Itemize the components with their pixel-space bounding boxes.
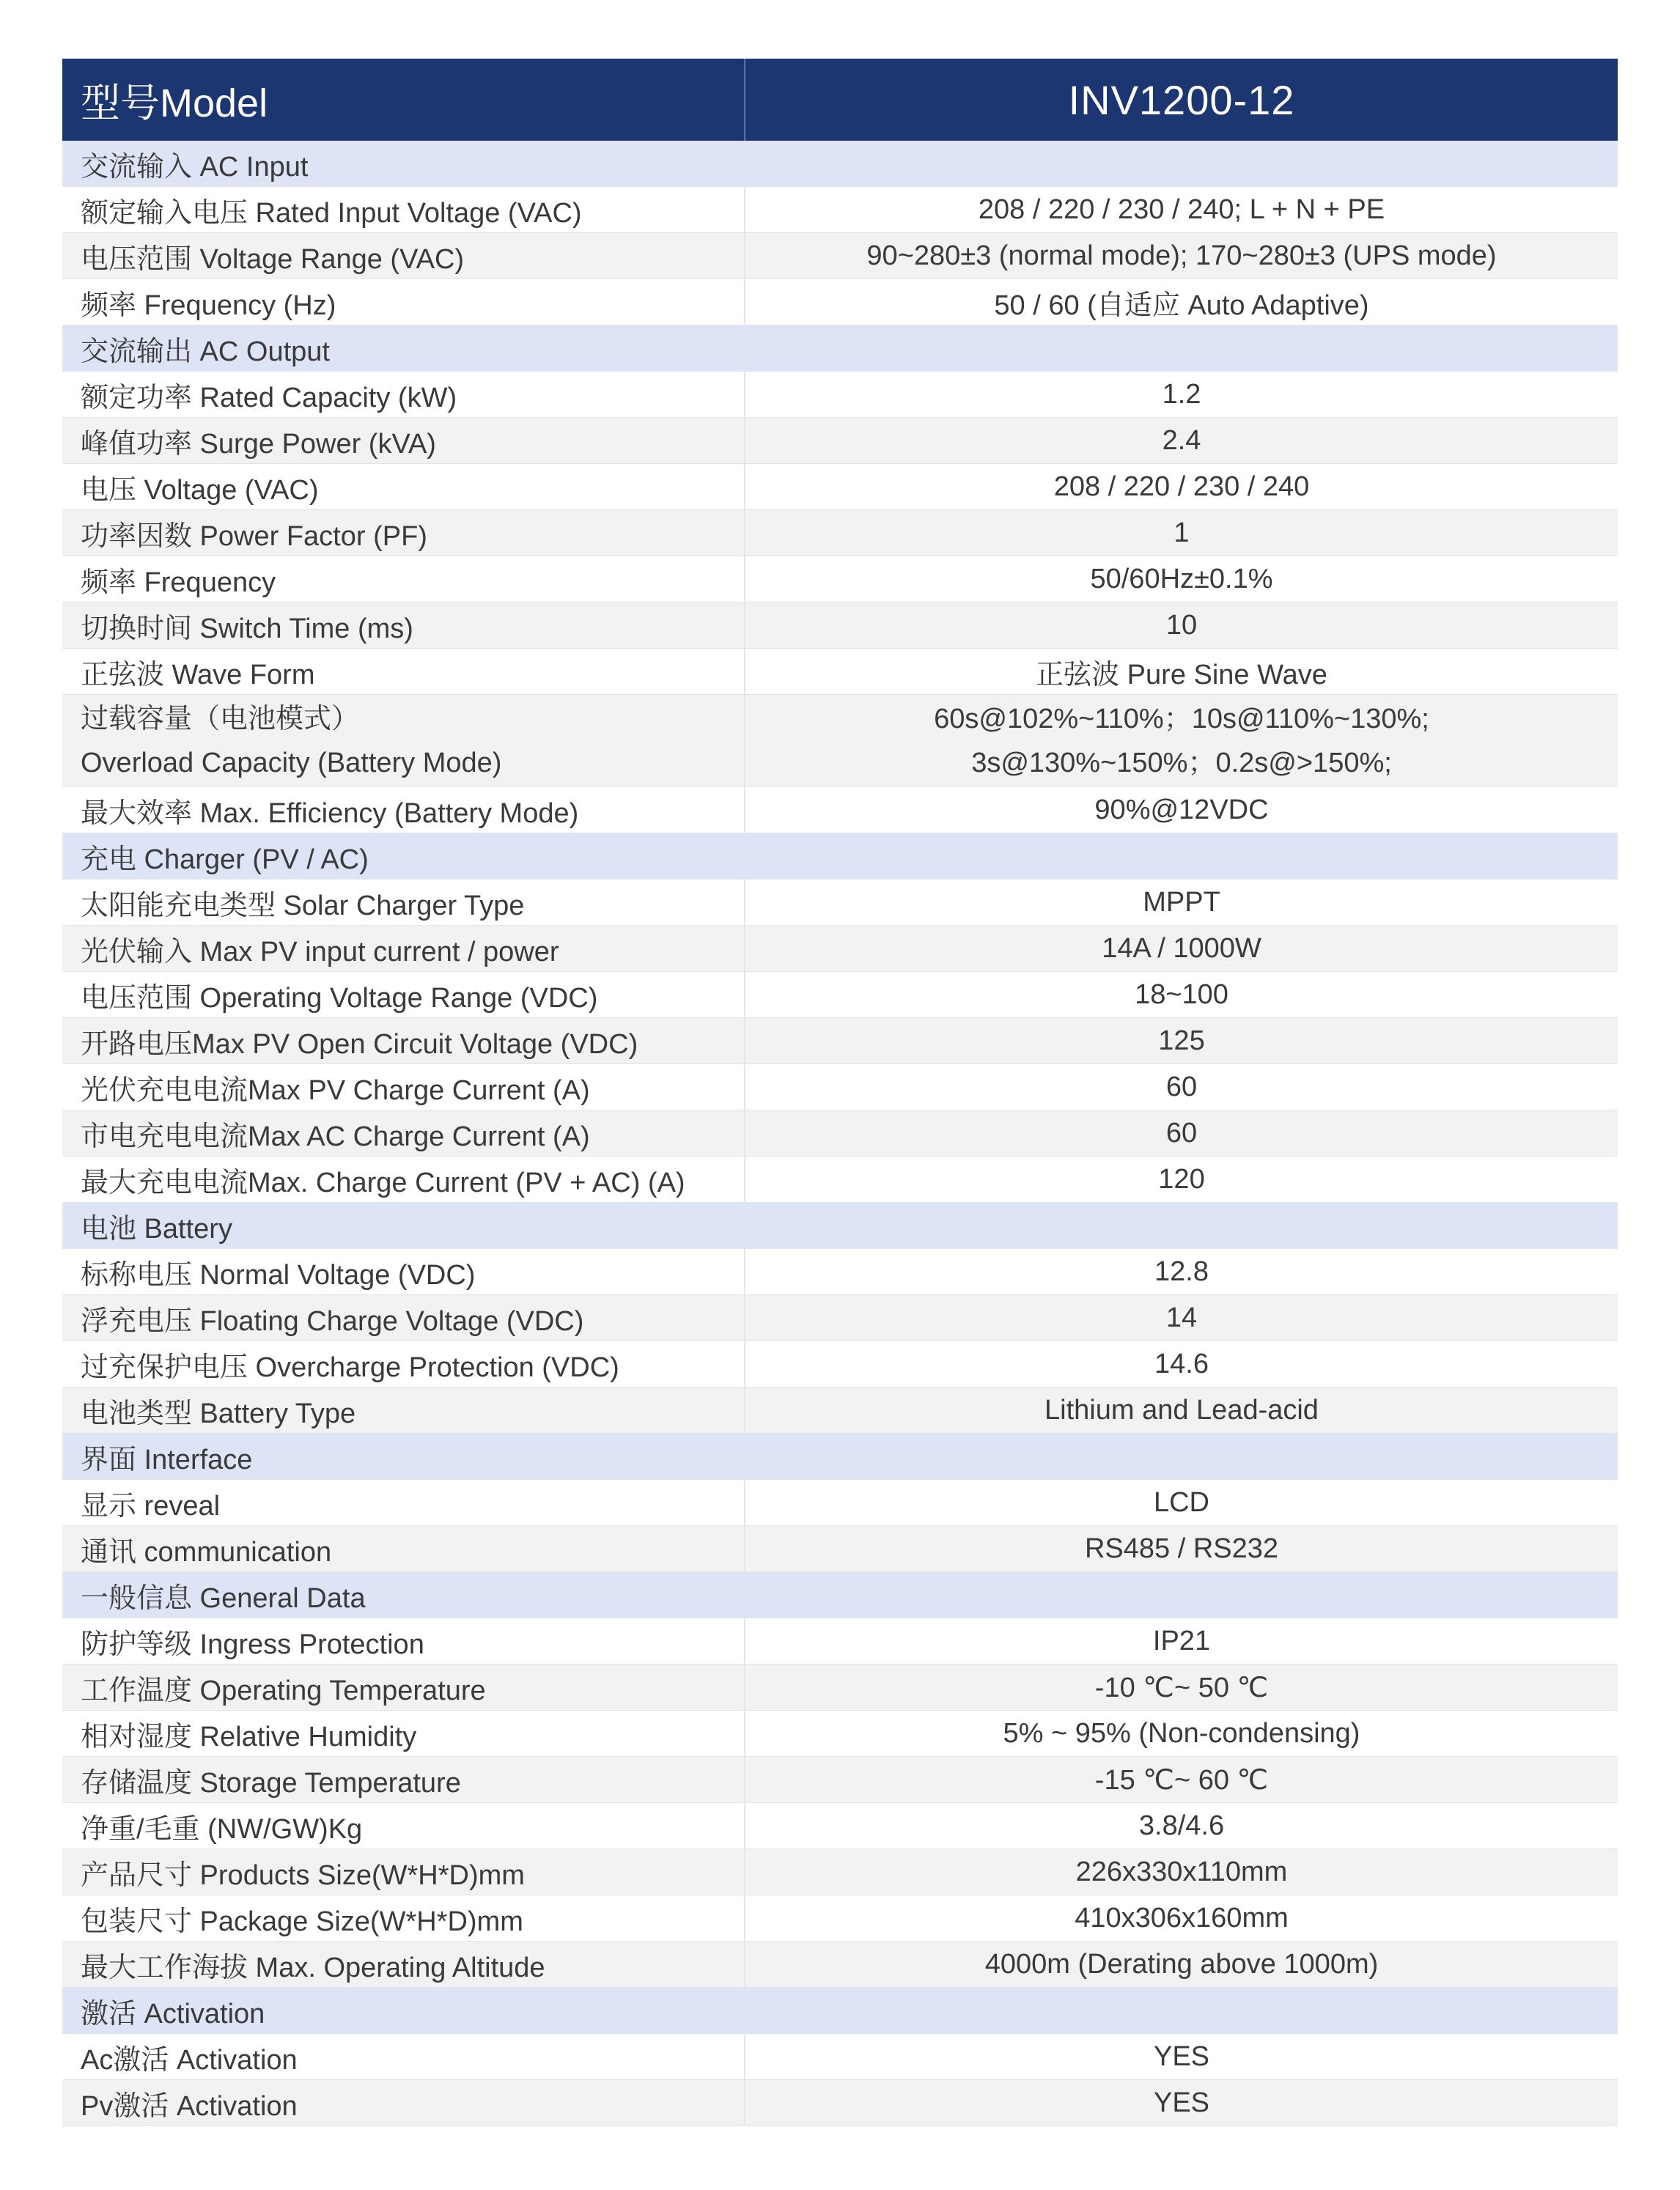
spec-value [745,1988,1618,2033]
spec-value: 1 [1174,517,1190,548]
spec-label-line: 过载容量（电池模式） [81,703,360,734]
spec-value: 226x330x110mm [1075,1856,1288,1887]
spec-value: -15 ℃~ 60 ℃ [1094,1764,1269,1796]
spec-label: 频率 Frequency (Hz) [62,279,745,325]
spec-value: 3.8/4.6 [1138,1810,1225,1841]
spec-value: 1.2 [1162,378,1201,410]
table-row [62,880,1618,926]
section-header-row [62,1988,1618,2034]
table-row [62,649,1618,695]
spec-label: 电压范围 Voltage Range (VAC) [62,233,745,279]
spec-label: 开路电压Max PV Open Circuit Voltage (VDC) [62,1018,745,1063]
spec-label: 光伏充电电流Max PV Charge Current (A) [62,1064,745,1110]
spec-value [745,141,1618,186]
section-header-row [62,1203,1618,1249]
spec-label: 切换时间 Switch Time (ms) [62,602,745,648]
spec-value [745,833,1618,879]
spec-label: 包装尺寸 Package Size(W*H*D)mm [62,1895,745,1941]
spec-label: 额定功率 Rated Capacity (kW) [62,372,745,417]
table-row [62,464,1618,510]
spec-value: 410x306x160mm [1075,1902,1289,1933]
spec-label: 相对湿度 Relative Humidity [62,1711,745,1756]
table-row [62,1387,1618,1434]
spec-value: 正弦波 Pure Sine Wave [1036,659,1327,690]
section-title: 交流输入 AC Input [81,151,309,182]
table-row [62,2080,1618,2126]
table-header [62,59,1618,141]
spec-label: 额定输入电压 Rated Input Voltage (VAC) [62,187,745,232]
spec-value: IP21 [1152,1625,1211,1656]
spec-label: 通讯 communication [62,1526,745,1571]
table-row [62,1480,1618,1526]
spec-label: 浮充电压 Floating Charge Voltage (VDC) [62,1295,745,1341]
spec-value [745,1572,1618,1618]
spec-value: RS485 / RS232 [1084,1533,1279,1564]
spec-value: 50 / 60 (自适应 Auto Adaptive) [994,290,1369,321]
spec-label: 正弦波 Wave Form [62,649,745,694]
table-row [62,279,1618,325]
spec-value: 125 [1158,1025,1205,1056]
table-row [62,1341,1618,1387]
spec-value: 4000m (Derating above 1000m) [984,1948,1379,1980]
table-row [62,372,1618,418]
spec-value: 14A / 1000W [1102,932,1261,964]
table-row [62,1249,1618,1295]
table-row [62,1157,1618,1203]
spec-value: 60 [1165,1117,1198,1149]
spec-value: YES [1153,2040,1210,2072]
section-title: 电池 Battery [81,1213,232,1245]
table-row [62,1849,1618,1895]
table-row [62,1064,1618,1110]
spec-value [745,1203,1618,1248]
header-model-value: INV1200-12 [1068,76,1295,123]
spec-value: -10 ℃~ 50 ℃ [1094,1672,1269,1703]
table-row [62,418,1618,464]
spec-label: 显示 reveal [62,1480,745,1525]
table-row [62,233,1618,279]
spec-label: 工作温度 Operating Temperature [62,1664,745,1710]
spec-value: 18~100 [1135,978,1228,1010]
spec-value: 60 [1165,1071,1198,1102]
spec-label: Pv激活 Activation [62,2080,745,2126]
spec-label: 最大效率 Max. Efficiency (Battery Mode) [62,787,745,833]
spec-label [62,695,745,786]
spec-value: 14.6 [1154,1348,1209,1379]
spec-label: 电池类型 Battery Type [62,1387,745,1433]
table-row [62,1757,1618,1803]
spec-value: YES [1153,2087,1210,2118]
spec-table [62,59,1618,2126]
spec-value: 12.8 [1154,1256,1209,1287]
section-header-row [62,1572,1618,1618]
table-row [62,1803,1618,1849]
table-row [62,1526,1618,1572]
table-row [62,556,1618,602]
spec-label: 最大充电电流Max. Charge Current (PV + AC) (A) [62,1157,745,1202]
table-row [62,510,1618,556]
spec-value: 14 [1165,1302,1198,1333]
section-header-row [62,141,1618,187]
header-model-label: 型号Model [62,59,745,141]
section-title: 充电 Charger (PV / AC) [81,844,369,875]
spec-label: 过充保护电压 Overcharge Protection (VDC) [62,1341,745,1387]
spec-value [745,1434,1618,1479]
spec-value: 50/60Hz±0.1% [1090,563,1273,594]
spec-value: Lithium and Lead-acid [1045,1394,1319,1426]
spec-value: 10 [1165,609,1198,641]
table-row [62,926,1618,972]
spec-value: LCD [1153,1486,1210,1518]
spec-value: 120 [1158,1163,1205,1195]
table-row [62,1711,1618,1757]
spec-label: 净重/毛重 (NW/GW)Kg [62,1803,745,1848]
spec-value: 208 / 220 / 230 / 240; L + N + PE [978,193,1385,225]
spec-label: 太阳能充电类型 Solar Charger Type [62,880,745,925]
spec-value [745,695,1618,786]
table-row [62,1110,1618,1157]
spec-value-line: 60s@102%~110%；10s@110%~130%; [934,703,1429,734]
spec-label: 光伏输入 Max PV input current / power [62,926,745,971]
table-row [62,1664,1618,1711]
spec-value: MPPT [1143,886,1220,918]
spec-label: 功率因数 Power Factor (PF) [62,510,745,556]
table-row [62,1295,1618,1341]
table-row [62,695,1618,787]
spec-value: 208 / 220 / 230 / 240 [1053,471,1310,502]
section-title: 激活 Activation [81,1998,265,2029]
spec-label-line: Overload Capacity (Battery Mode) [81,747,502,778]
table-row [62,187,1618,233]
spec-label: 电压范围 Operating Voltage Range (VDC) [62,972,745,1017]
table-row [62,1018,1618,1064]
section-header-row [62,833,1618,880]
table-row [62,1942,1618,1988]
spec-value: 2.4 [1162,424,1201,456]
section-title: 交流输出 AC Output [81,336,330,367]
spec-label: 标称电压 Normal Voltage (VDC) [62,1249,745,1294]
section-header-row [62,325,1618,372]
spec-label: 防护等级 Ingress Protection [62,1618,745,1664]
spec-label: 峰值功率 Surge Power (kVA) [62,418,745,463]
spec-label: 最大工作海拔 Max. Operating Altitude [62,1942,745,1987]
table-row [62,787,1618,833]
table-row [62,972,1618,1018]
spec-value [745,325,1618,371]
section-header-row [62,1434,1618,1480]
spec-value-line: 3s@130%~150%；0.2s@>150%; [971,747,1392,778]
spec-value: 90~280±3 (normal mode); 170~280±3 (UPS mode) [866,240,1497,271]
spec-label: 市电充电电流Max AC Charge Current (A) [62,1110,745,1156]
spec-label: 电压 Voltage (VAC) [62,464,745,509]
spec-value: 90%@12VDC [1094,794,1269,825]
table-body [62,141,1618,2126]
table-row [62,1618,1618,1664]
spec-label: Ac激活 Activation [62,2034,745,2079]
spec-label: 存储温度 Storage Temperature [62,1757,745,1802]
table-row [62,602,1618,649]
spec-value: 5% ~ 95% (Non-condensing) [1003,1717,1360,1749]
table-row [62,2034,1618,2080]
spec-label: 频率 Frequency [62,556,745,602]
section-title: 界面 Interface [81,1444,253,1475]
section-title: 一般信息 General Data [81,1582,366,1614]
spec-label: 产品尺寸 Products Size(W*H*D)mm [62,1849,745,1895]
table-row [62,1895,1618,1942]
